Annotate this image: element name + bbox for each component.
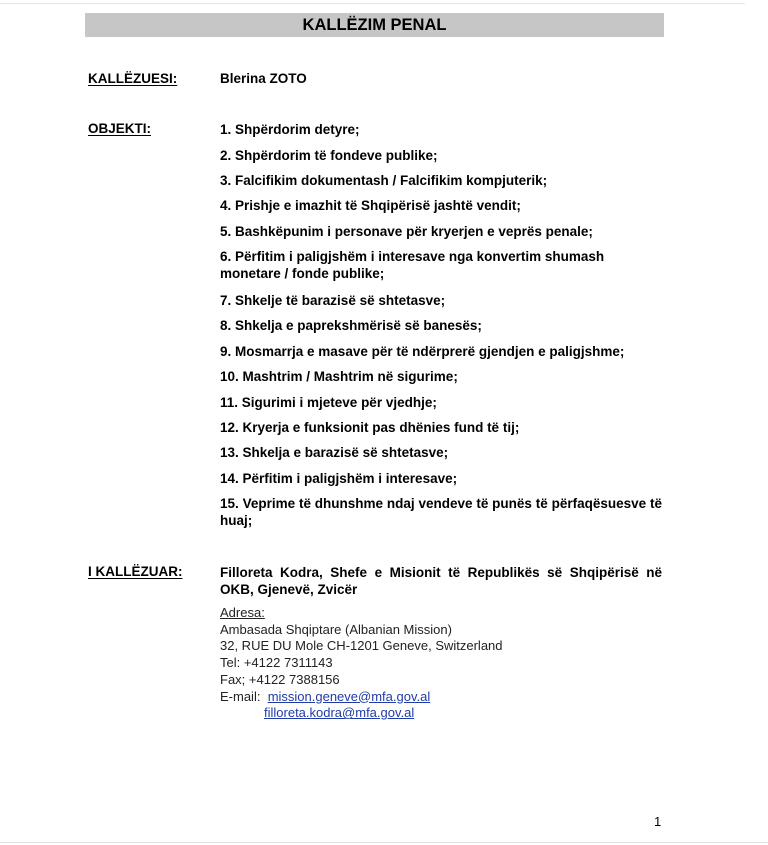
object-item: 4. Prishje e imazhit të Shqipërisë jashtë vendit; [220, 198, 521, 213]
object-item: 15. Veprime të dhunshme ndaj vendeve të punës të përfaqësuesve të huaj; [220, 496, 662, 528]
top-rule [0, 3, 745, 4]
document-title: KALLËZIM PENAL [85, 13, 664, 37]
object-item: 7. Shkelje të barazisë së shtetasve; [220, 293, 446, 308]
address-line: 32, RUE DU Mole CH-1201 Geneve, Switzerland [220, 638, 503, 654]
page-number: 1 [654, 814, 662, 829]
complainant-label: KALLËZUESI: [88, 71, 178, 86]
object-item: 13. Shkelja e barazisë së shtetasve; [220, 445, 449, 460]
bottom-rule [0, 842, 768, 843]
object-item: 1. Shpërdorim detyre; [220, 122, 360, 137]
object-item: 12. Kryerja e funksionit pas dhënies fund të tij; [220, 420, 520, 435]
complainant-name: Blerina ZOTO [220, 71, 307, 86]
email-link-personal[interactable]: filloreta.kodra@mfa.gov.al [264, 705, 415, 721]
accused-label: I KALLËZUAR: [88, 564, 183, 579]
object-label: OBJEKTI: [88, 121, 152, 136]
email-label: E-mail: [220, 688, 261, 704]
email-link-mission[interactable]: mission.geneve@mfa.gov.al [267, 688, 431, 704]
fax-number: Fax; +4122 7388156 [220, 671, 340, 687]
address-label: Adresa: [220, 605, 265, 620]
object-item: 11. Sigurimi i mjeteve për vjedhje; [220, 395, 437, 410]
accused-address [220, 605, 503, 722]
object-item: 14. Përfitim i paligjshëm i interesave; [220, 471, 458, 486]
address-line: Ambasada Shqiptare (Albanian Mission) [220, 621, 452, 637]
object-item: 9. Mosmarrja e masave për të ndërprerë gjendjen e paligjshme; [220, 344, 625, 359]
object-item: 10. Mashtrim / Mashtrim në sigurime; [220, 369, 458, 384]
object-item: 3. Falcifikim dokumentash / Falcifikim kompjuterik; [220, 173, 548, 188]
object-item: 5. Bashkëpunim i personave për kryerjen e veprës penale; [220, 224, 593, 239]
object-item: 6. Përfitim i paligjshëm i interesave nga konvertim shumash monetare / fonde publike; [220, 249, 605, 281]
phone-number: Tel: +4122 7311143 [220, 655, 333, 671]
object-item: 2. Shpërdorim të fondeve publike; [220, 148, 438, 163]
accused-name: Filloreta Kodra, Shefe e Misionit të Republikës së Shqipërisë në OKB, Gjenevë, Zvicër [220, 565, 662, 597]
object-item: 8. Shkelja e paprekshmërisë së banesës; [220, 318, 482, 333]
